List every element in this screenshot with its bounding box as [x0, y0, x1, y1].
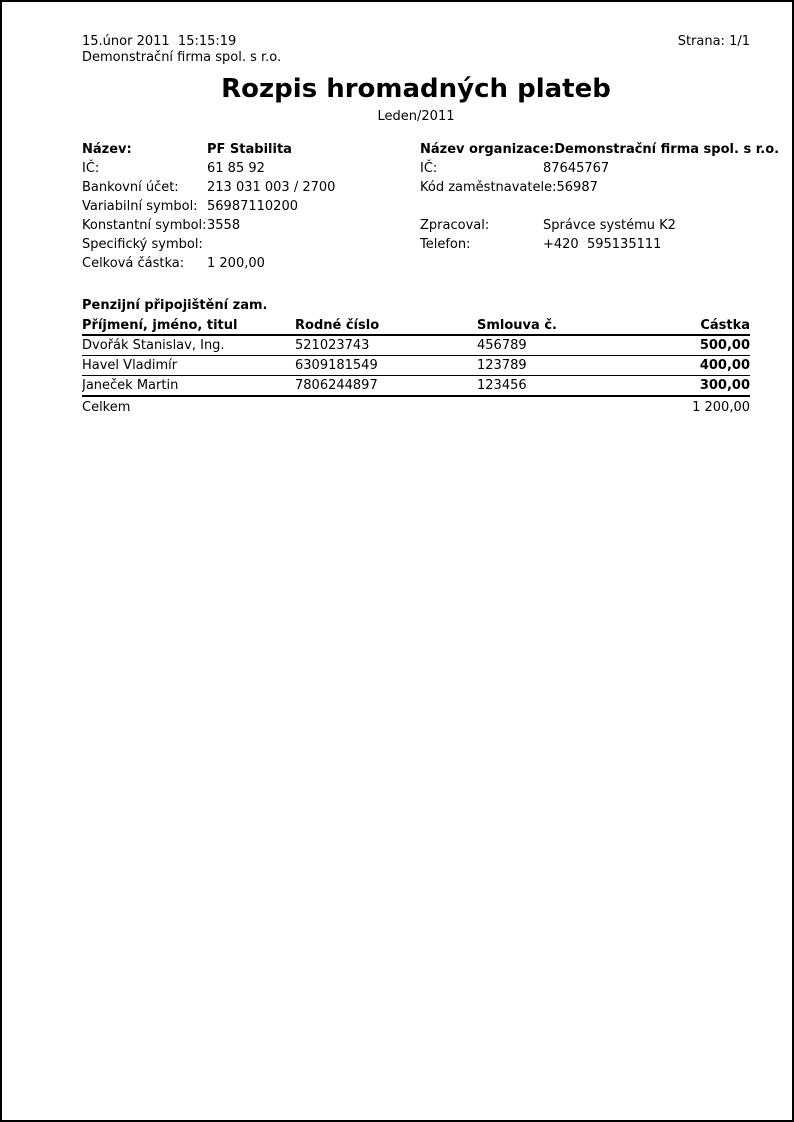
info-label: Specifický symbol:: [82, 237, 203, 252]
info-row-bankovni-ucet: [82, 178, 420, 197]
cell-name: Havel Vladimír: [82, 358, 178, 373]
info-row-nazev-organizace: [420, 140, 779, 159]
info-value: 56987: [556, 180, 598, 195]
total-amount: 1 200,00: [692, 400, 750, 415]
info-label: Konstantní symbol:: [82, 218, 207, 233]
cell-name: Janeček Martin: [82, 378, 179, 393]
cell-amount: 500,00: [699, 338, 750, 353]
info-label: Zpracoval:: [420, 218, 490, 233]
table-total-row: [82, 397, 750, 417]
info-label: Bankovní účet:: [82, 180, 179, 195]
info-row-ic: [82, 159, 420, 178]
total-spacer: [295, 399, 477, 417]
cell-name: Dvořák Stanislav, Ing.: [82, 338, 225, 353]
info-value: 61 85 92: [207, 161, 265, 176]
info-row-nazev: [82, 140, 420, 159]
report-company: Demonstrační firma spol. s r.o.: [82, 50, 282, 65]
info-row-celkova-castka: [82, 254, 420, 273]
col-header-name: Příjmení, jméno, titul: [82, 318, 238, 333]
info-grid: [82, 140, 780, 273]
col-header-amount: Částka: [700, 318, 750, 333]
cell-contract: 123789: [477, 358, 527, 373]
page-number: Strana: 1/1: [677, 34, 750, 49]
info-label: IČ:: [420, 161, 438, 176]
info-value: 87645767: [543, 161, 610, 176]
total-label: Celkem: [82, 400, 131, 415]
cell-contract: 456789: [477, 338, 527, 353]
report-title: Rozpis hromadných plateb: [221, 74, 611, 104]
total-spacer: [477, 399, 630, 417]
payments-table: [82, 318, 750, 417]
info-row-ic-organizace: [420, 159, 779, 178]
info-row-telefon: [420, 235, 779, 254]
info-value: +420 595135111: [543, 237, 662, 252]
info-label: [420, 197, 543, 216]
info-value: Správce systému K2: [543, 218, 676, 233]
report-datetime: 15.únor 2011 15:15:19: [82, 34, 237, 49]
table-row: [82, 336, 750, 356]
info-label: Název organizace:: [420, 142, 555, 157]
info-label: Celková částka:: [82, 256, 185, 271]
cell-birth-number: 6309181549: [295, 358, 378, 373]
info-column-fund: [82, 140, 420, 273]
info-row-specificky-symbol: [82, 235, 420, 254]
report-top-header: [82, 34, 750, 66]
col-header-birth-number: Rodné číslo: [295, 318, 380, 333]
info-value: 213 031 003 / 2700: [207, 180, 336, 195]
info-column-organization: [420, 140, 779, 273]
info-value: Demonstrační firma spol. s r.o.: [554, 142, 780, 157]
info-row-konstantni-symbol: [82, 216, 420, 235]
info-row-variabilni-symbol: [82, 197, 420, 216]
info-value: PF Stabilita: [207, 142, 292, 157]
cell-contract: 123456: [477, 378, 527, 393]
cell-amount: 400,00: [699, 358, 750, 373]
info-value: 1 200,00: [207, 256, 265, 271]
info-label: Variabilní symbol:: [82, 199, 198, 214]
info-label: IČ:: [82, 161, 100, 176]
info-label: Název:: [82, 142, 132, 157]
table-header-row: [82, 318, 750, 336]
info-row-spacer: [420, 197, 779, 216]
table-row: [82, 376, 750, 397]
report-header-left: [82, 34, 281, 66]
info-label: Kód zaměstnavatele:: [420, 180, 557, 195]
info-row-kod-zamestnavatele: [420, 178, 779, 197]
info-label: Telefon:: [420, 237, 471, 252]
table-row: [82, 356, 750, 376]
cell-birth-number: 7806244897: [295, 378, 378, 393]
info-row-zpracoval: [420, 216, 779, 235]
info-value: 3558: [207, 218, 241, 233]
report-content: [2, 2, 792, 417]
cell-birth-number: 521023743: [295, 338, 370, 353]
report-period: Leden/2011: [377, 109, 455, 124]
info-value: 56987110200: [207, 199, 298, 214]
cell-amount: 300,00: [699, 378, 750, 393]
col-header-contract: Smlouva č.: [477, 318, 557, 333]
section-title: Penzijní připojištění zam.: [82, 298, 268, 313]
